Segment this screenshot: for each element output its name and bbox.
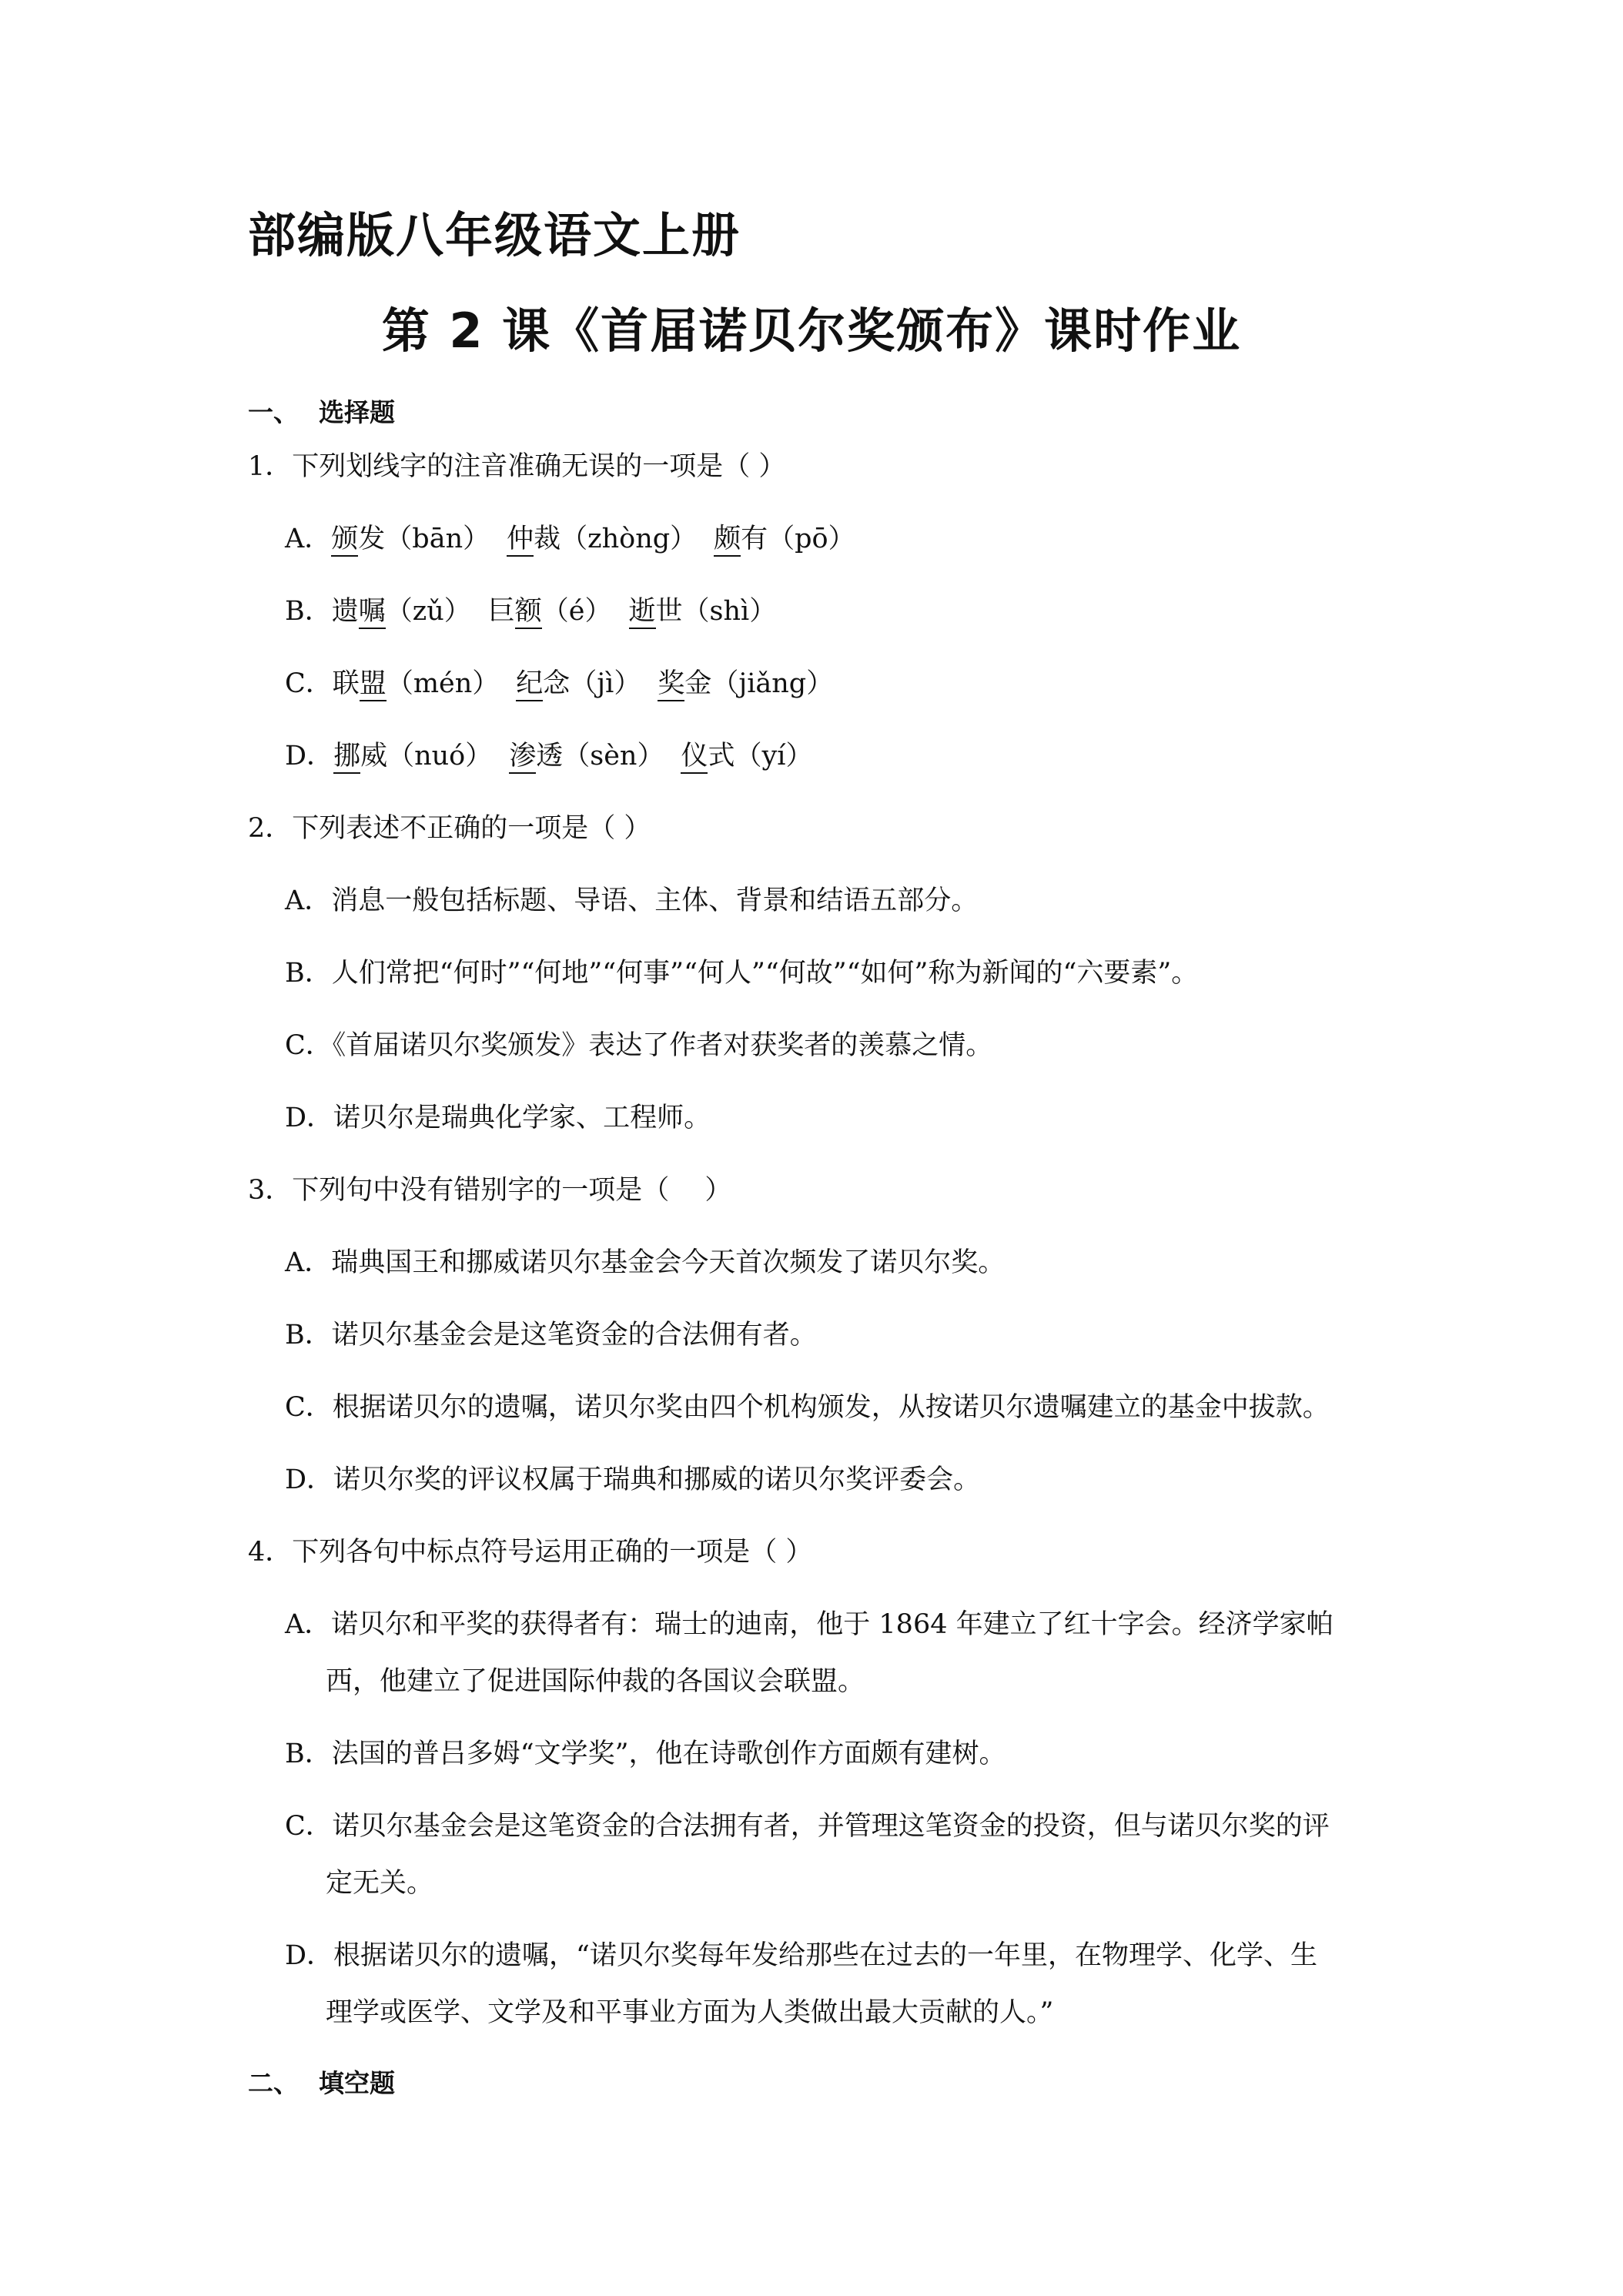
question-4-option-d: D．根据诺贝尔的遗嘱，“诺贝尔奖每年发给那些在过去的一年里，在物理学、化学、生 <box>285 1940 1317 1971</box>
question-2-option-b: B．人们常把“何时”“何地”“何事”“何人”“何故”“如何”称为新闻的“六要素”。 <box>285 958 1199 989</box>
section-title: 选择题 <box>319 397 395 427</box>
question-1-option-d: D．挪威（nuó） 渗透（sèn） 仪式（yí） <box>285 735 812 773</box>
question-3-option-d: D．诺贝尔奖的评议权属于瑞典和挪威的诺贝尔奖评委会。 <box>285 1464 981 1495</box>
underlined-char: 仲 <box>507 524 534 557</box>
underlined-char: 嘱 <box>359 596 386 629</box>
option-label: A． <box>285 524 332 554</box>
question-4-option-b: B．法国的普吕多姆“文学奖”，他在诗歌创作方面颇有建树。 <box>285 1739 1006 1769</box>
section-heading-fill <box>248 2063 395 2100</box>
question-1-stem: 1．下列划线字的注音准确无误的一项是（ ） <box>248 451 786 482</box>
question-4-option-a-continued: 西，他建立了促进国际仲裁的各国议会联盟。 <box>326 1666 865 1697</box>
underlined-char: 仪 <box>681 741 708 774</box>
question-1-option-a: A．颁发（bān） 仲裁（zhòng） 颇有（pō） <box>285 517 855 556</box>
question-2-option-d: D．诺贝尔是瑞典化学家、工程师。 <box>285 1103 711 1133</box>
question-4-option-a: A．诺贝尔和平奖的获得者有：瑞士的迪南，他于 1864 年建立了红十字会。经济学家帕 <box>285 1609 1334 1640</box>
section-number: 二、 <box>248 2068 299 2098</box>
underlined-char: 渗 <box>509 741 536 774</box>
underlined-char: 纪 <box>516 668 543 701</box>
lesson-title: 第 2 课《首届诺贝尔奖颁布》课时作业 <box>381 303 1242 359</box>
underlined-char: 颁 <box>331 524 358 557</box>
question-1-option-b: B．遗嘱（zǔ） 巨额（é） 逝世（shì） <box>285 590 776 628</box>
underlined-char: 奖 <box>658 668 684 701</box>
question-4-option-d-continued: 理学或医学、文学及和平事业方面为人类做出最大贡献的人。” <box>326 1997 1054 2028</box>
section-heading-choice <box>248 393 395 429</box>
question-2-stem: 2．下列表述不正确的一项是（ ） <box>248 813 651 844</box>
question-3-option-b: B．诺贝尔基金会是这笔资金的合法佣有者。 <box>285 1320 817 1350</box>
question-3-option-c: C．根据诺贝尔的遗嘱，诺贝尔奖由四个机构颁发，从按诺贝尔遗嘱建立的基金中拔款。 <box>285 1392 1330 1423</box>
underlined-char: 额 <box>515 596 542 629</box>
underlined-char: 逝 <box>629 596 656 629</box>
question-3-stem: 3．下列句中没有错别字的一项是（ ） <box>248 1175 732 1206</box>
question-4-option-c-continued: 定无关。 <box>326 1868 434 1899</box>
question-2-option-c: C．《首届诺贝尔奖颁发》表达了作者对获奖者的羡慕之情。 <box>285 1030 993 1061</box>
question-3-option-a: A．瑞典国王和挪威诺贝尔基金会今天首次频发了诺贝尔奖。 <box>285 1247 1006 1278</box>
option-label: B． <box>285 596 332 627</box>
document-title: 部编版八年级语文上册 <box>248 207 741 263</box>
option-label: D． <box>285 741 334 771</box>
option-label: C． <box>285 668 333 699</box>
section-title: 填空题 <box>319 2068 395 2098</box>
question-2-option-a: A．消息一般包括标题、导语、主体、背景和结语五部分。 <box>285 885 979 916</box>
question-4-stem: 4．下列各句中标点符号运用正确的一项是（ ） <box>248 1537 813 1568</box>
underlined-char: 盟 <box>360 668 387 701</box>
question-4-option-c: C．诺贝尔基金会是这笔资金的合法拥有者，并管理这笔资金的投资，但与诺贝尔奖的评 <box>285 1811 1330 1842</box>
underlined-char: 挪 <box>333 741 360 774</box>
underlined-char: 颇 <box>714 524 741 557</box>
question-1-option-c: C．联盟（mén） 纪念（jì） 奖金（jiǎng） <box>285 662 833 701</box>
section-number: 一、 <box>248 397 299 427</box>
